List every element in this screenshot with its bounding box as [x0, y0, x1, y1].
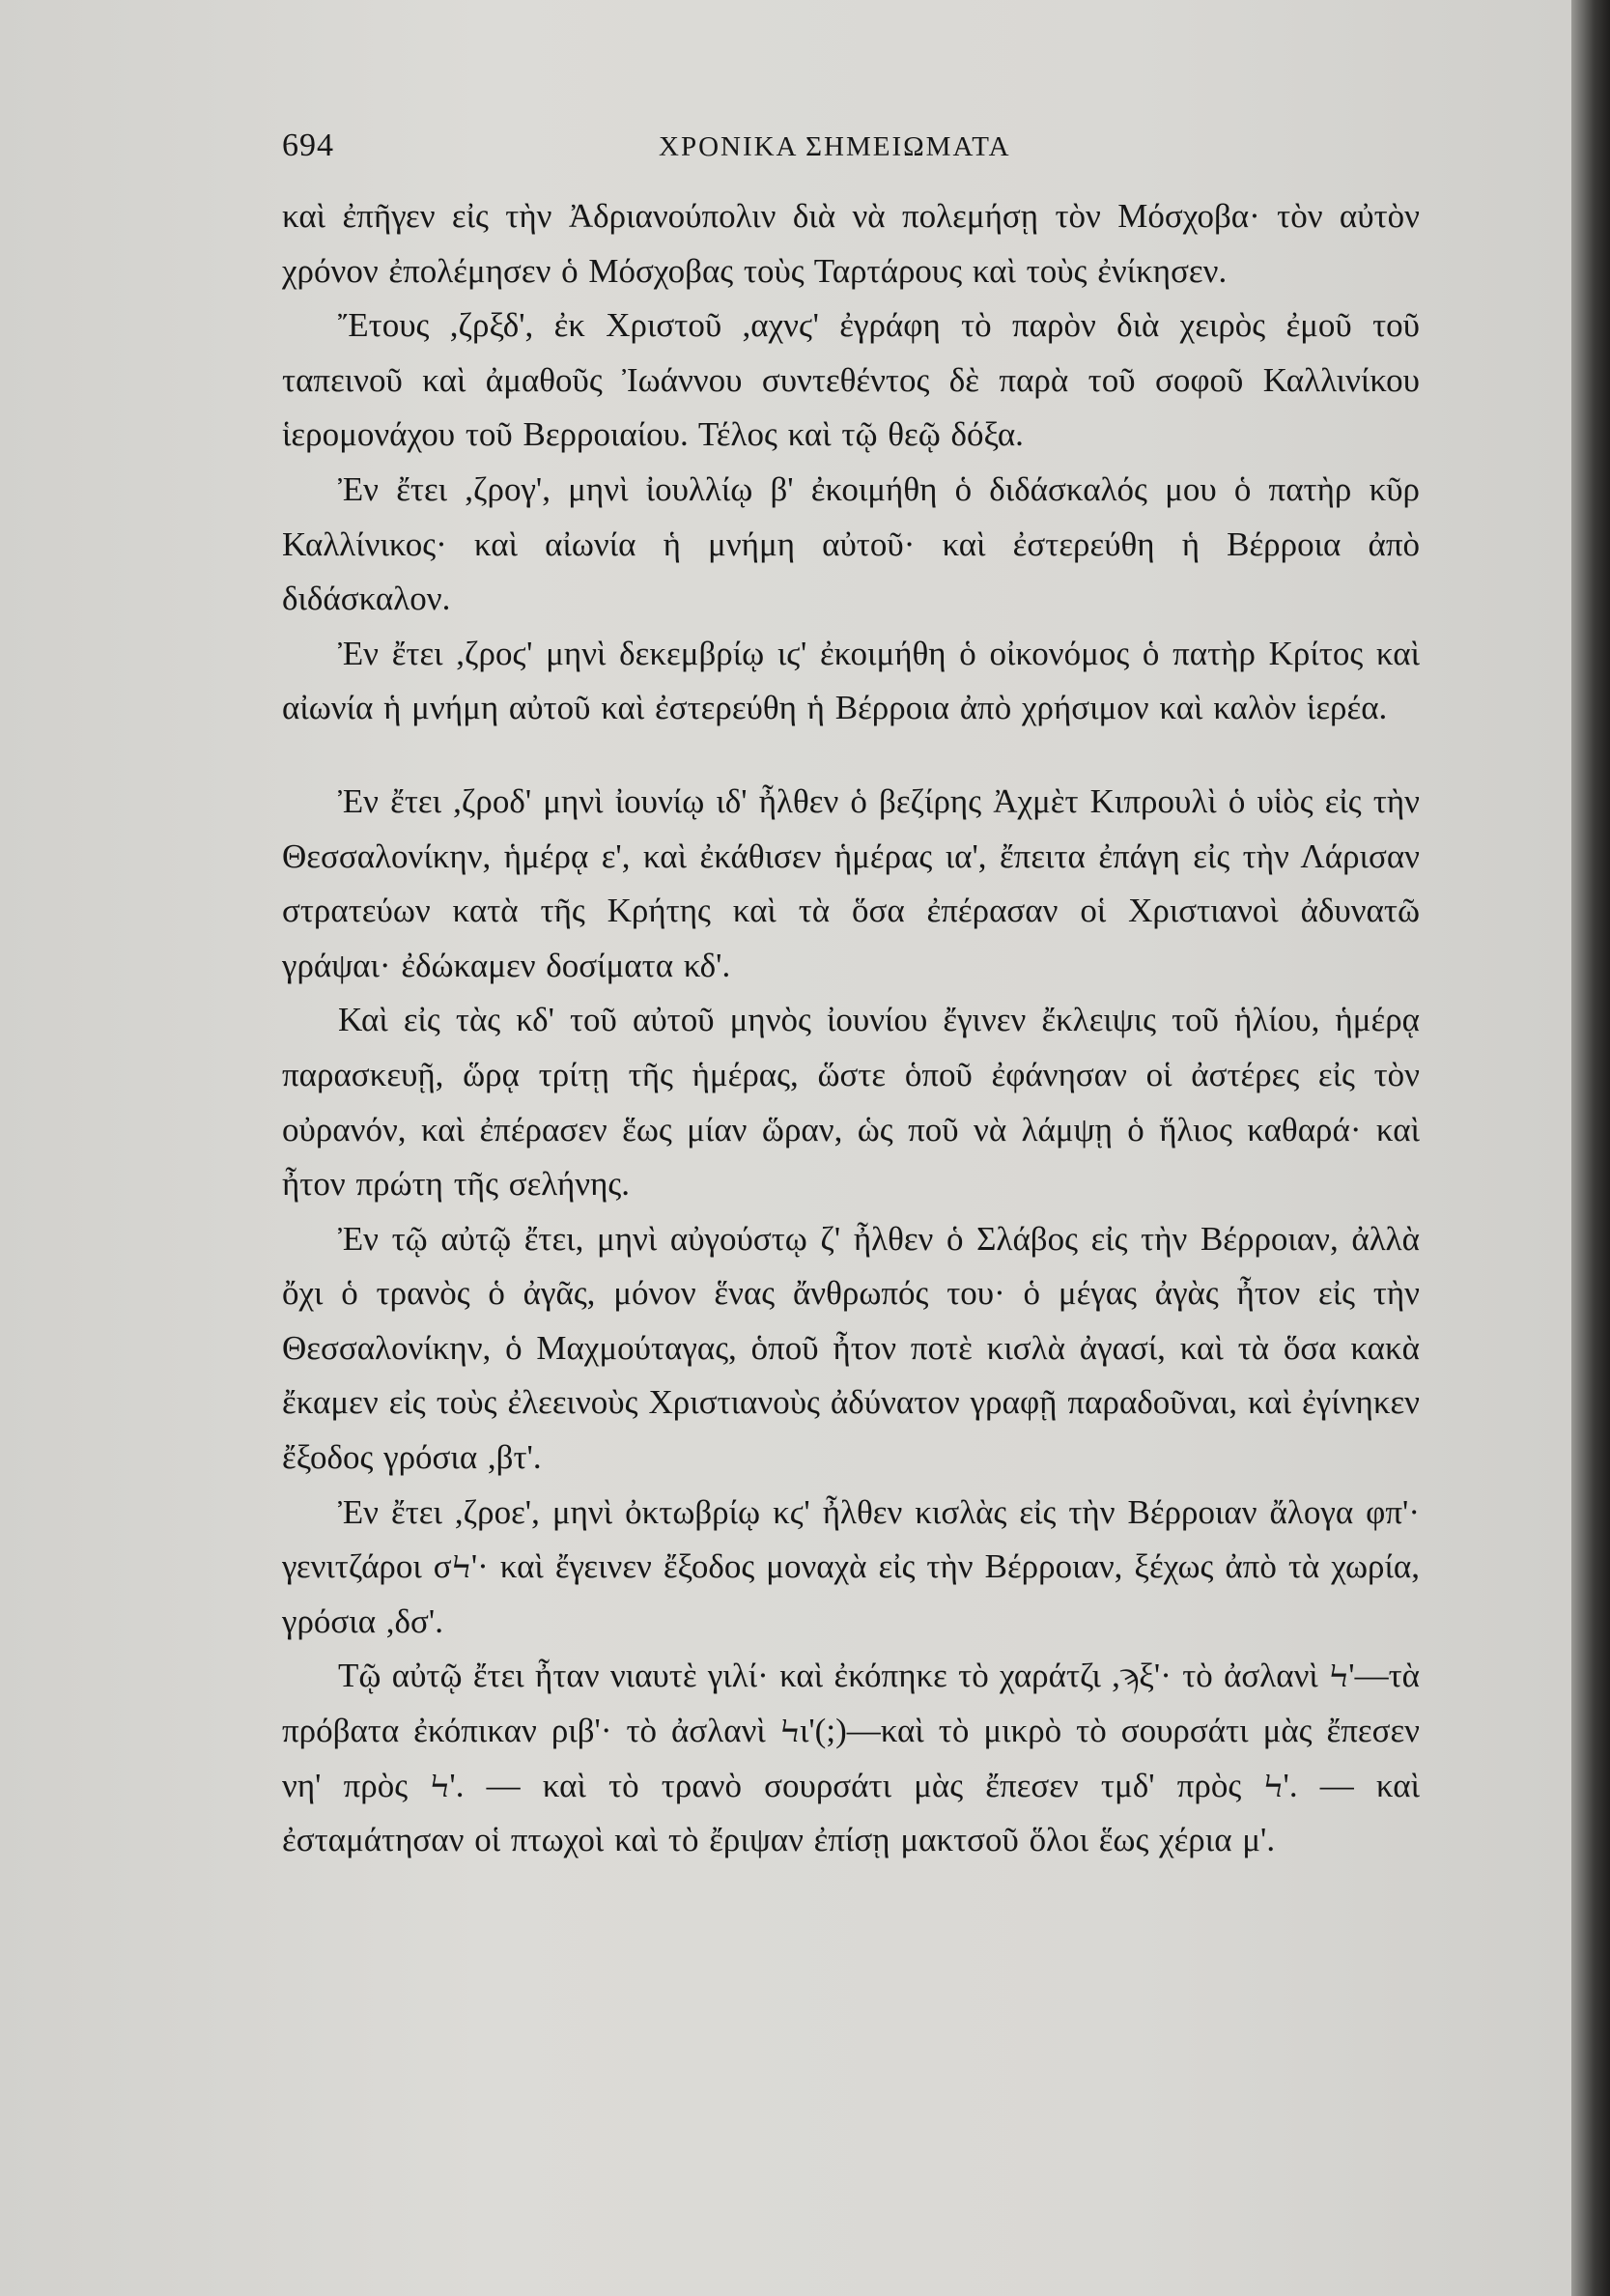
- page-header: [282, 128, 1441, 176]
- paragraph: Ἐν ἔτει ,ζροδ' μηνὶ ἰουνίῳ ιδ' ἦλθεν ὁ βεζίρης Ἀχμὲτ Κιπρουλὶ ὁ υἱὸς εἰς τὴν Θεσσαλονίκην, ἡμέρᾳ ε', καὶ ἐκάθισεν ἡμέρας ια', ἔπειτα ἐπάγη εἰς τὴν Λάρισαν στρατεύων κατὰ τῆς Κρήτης καὶ τὰ ὅσα ἐπέρασαν οἱ Χριστιανοὶ ἀδυνατῶ γράψαι· ἐδώκαμεν δοσίματα κδ'.: [282, 781, 1420, 984]
- body-text: [282, 189, 1420, 1868]
- paragraph: Καὶ εἰς τὰς κδ' τοῦ αὐτοῦ μηνὸς ἰουνίου ἔγινεν ἔκλειψις τοῦ ἡλίου, ἡμέρᾳ παρασκευῇ, ὥρᾳ τρίτῃ τῆς ἡμέρας, ὥστε ὁποῦ ἐφάνησαν οἱ ἀστέρες εἰς τὸν οὐρανόν, καὶ ἐπέρασεν ἕως μίαν ὥραν, ὡς ποῦ νὰ λάμψῃ ὁ ἥλιος καθαρά· καὶ ἦτον πρώτη τῆς σελήνης.: [282, 1001, 1420, 1204]
- running-head: ΧΡΟΝΙΚΑ ΣΗΜΕΙΩΜΑΤΑ: [659, 131, 1011, 162]
- paragraph: Ἐν ἔτει ,ζρογ', μηνὶ ἰουλλίῳ β' ἐκοιμήθη ὁ διδάσκαλός μου ὁ πατὴρ κῦρ Καλλίνικος· καὶ αἰωνία ἡ μνήμη αὐτοῦ· καὶ ἐστερεύθη ἡ Βέρροια ἀπὸ διδάσκαλον.: [282, 469, 1420, 618]
- paragraph: Ἐν ἔτει ,ζροε', μηνὶ ὀκτωβρίῳ κϛ' ἦλθεν κισλὰς εἰς τὴν Βέρροιαν ἄλογα φπ'· γενιτζάροι σϞ'· καὶ ἔγεινεν ἔξοδος μοναχὰ εἰς τὴν Βέρροιαν, ξέχως ἀπὸ τὰ χωρία, γρόσια ,δσ'.: [282, 1492, 1420, 1640]
- paragraph: Ἐν τῷ αὐτῷ ἔτει, μηνὶ αὐγούστῳ ζ' ἦλθεν ὁ Σλάβος εἰς τὴν Βέρροιαν, ἀλλὰ ὄχι ὁ τρανὸς ὁ ἀγᾶς, μόνον ἕνας ἄνθρωπός του· ὁ μέγας ἀγὰς ἦτον εἰς τὴν Θεσσαλονίκην, ὁ Μαχμούταγας, ὁποῦ ἦτον ποτὲ κισλὰ ἀγασί, καὶ τὰ ὅσα κακὰ ἔκαμεν εἰς τοὺς ἐλεεινοὺς Χριστιανοὺς ἀδύνατον γραφῇ παραδοῦναι, καὶ ἐγίνηκεν ἔξοδος γρόσια ,βτ'.: [282, 1219, 1420, 1477]
- paragraph: Ἔτους ,ζρξδ', ἐκ Χριστοῦ ,αχνϛ' ἐγράφη τὸ παρὸν διὰ χειρὸς ἐμοῦ τοῦ ταπεινοῦ καὶ ἀμαθοῦς Ἰωάννου συντεθέντος δὲ παρὰ τοῦ σοφοῦ Καλλινίκου ἱερομονάχου τοῦ Βερροιαίου. Τέλος καὶ τῷ θεῷ δόξα.: [282, 306, 1420, 454]
- paragraph: Τῷ αὐτῷ ἔτει ἦταν νιαυτὲ γιλί· καὶ ἐκόπηκε τὸ χαράτζι ,ϡξ'· τὸ ἀσλανὶ Ϟ'—τὰ πρόβατα ἐκόπικαν ριβ'· τὸ ἀσλανὶ Ϟι'(;)—καὶ τὸ μικρὸ τὸ σουρσάτι μὰς ἔπεσεν νη' πρὸς Ϟ'. — καὶ τὸ τρανὸ σουρσάτι μὰς ἔπεσεν τμδ' πρὸς Ϟ'. — καὶ ἐσταμάτησαν οἱ πτωχοὶ καὶ τὸ ἔριψαν ἐπίσῃ μακτσοῦ ὅλοι ἕως χέρια μ'.: [282, 1657, 1420, 1859]
- page-number: 694: [282, 128, 334, 163]
- paragraph: Ἐν ἔτει ,ζροϛ' μηνὶ δεκεμβρίῳ ιϛ' ἐκοιμήθη ὁ οἰκονόμος ὁ πατὴρ Κρίτος καὶ αἰωνία ἡ μνήμη αὐτοῦ καὶ ἐστερεύθη ἡ Βέρροια ἀπὸ χρήσιμον καὶ καλὸν ἱερέα.: [282, 634, 1420, 727]
- book-spine-shadow: [1571, 0, 1610, 2296]
- paragraph: καὶ ἐπῆγεν εἰς τὴν Ἀδριανούπολιν διὰ νὰ πολεμήσῃ τὸν Μόσχοβα· τὸν αὐτὸν χρόνον ἐπολέμησεν ὁ Μόσχοβας τοὺς Ταρτάρους καὶ τοὺς ἐνίκησεν.: [282, 197, 1420, 290]
